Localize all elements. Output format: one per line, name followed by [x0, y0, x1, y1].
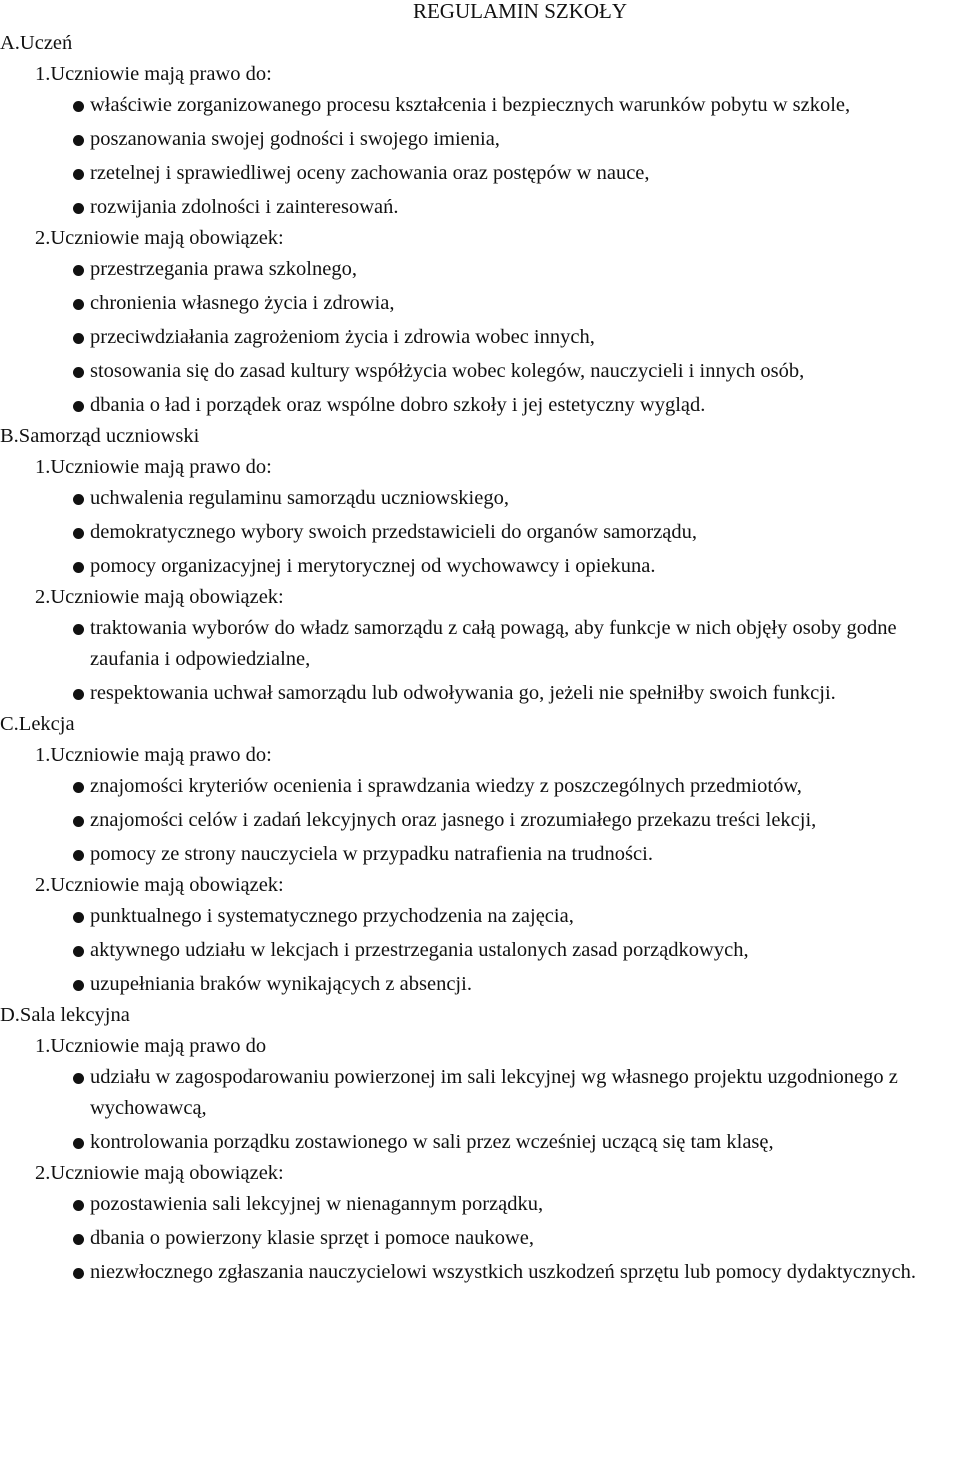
- bullet-list: [0, 483, 960, 582]
- bullet-dot-icon: [73, 562, 84, 573]
- list-item: [0, 969, 960, 1000]
- bullet-dot-icon: [73, 101, 84, 112]
- list-item-text: chronienia własnego życia i zdrowia,: [90, 292, 395, 314]
- list-item-text: przestrzegania prawa szkolnego,: [90, 258, 357, 280]
- list-item: [0, 935, 960, 966]
- list-item: [0, 322, 960, 353]
- list-item-text: demokratycznego wybory swoich przedstawicieli do organów samorządu,: [90, 521, 698, 543]
- list-item-text: uzupełniania braków wynikających z absencji.: [90, 973, 472, 995]
- list-item: [0, 678, 960, 709]
- list-item-text: znajomości kryteriów ocenienia i sprawdzania wiedzy z poszczególnych przedmiotów,: [90, 775, 802, 797]
- list-item-text: dbania o powierzony klasie sprzęt i pomoce naukowe,: [90, 1227, 535, 1249]
- subsection-heading: 2.Uczniowie mają obowiązek:: [35, 874, 284, 896]
- bullet-dot-icon: [73, 1073, 84, 1084]
- subsection-heading: 2.Uczniowie mają obowiązek:: [35, 1162, 284, 1184]
- list-item-text: dbania o ład i porządek oraz wspólne dobro szkoły i jej estetyczny wygląd.: [90, 394, 706, 416]
- list-item-text: rozwijania zdolności i zainteresowań.: [90, 196, 399, 218]
- bullet-list: [0, 901, 960, 1000]
- list-item: [0, 839, 960, 870]
- section-a: [0, 28, 960, 421]
- subsection-heading: 2.Uczniowie mają obowiązek:: [35, 227, 284, 249]
- subsection: [0, 582, 960, 709]
- bullet-dot-icon: [73, 494, 84, 505]
- bullet-dot-icon: [73, 333, 84, 344]
- list-item-text: traktowania wyborów do władz samorządu z całą powagą, aby funkcje w nich objęły osoby godne zaufania i odpowiedzialne,: [90, 617, 897, 670]
- list-item: [0, 1127, 960, 1158]
- subsection: [0, 1031, 960, 1158]
- list-item: [0, 158, 960, 189]
- list-item: [0, 483, 960, 514]
- section-heading: D.Sala lekcyjna: [0, 1004, 130, 1026]
- list-item: [0, 551, 960, 582]
- subsection: [0, 223, 960, 421]
- list-item-text: przeciwdziałania zagrożeniom życia i zdrowia wobec innych,: [90, 326, 595, 348]
- bullet-dot-icon: [73, 782, 84, 793]
- list-item: [0, 517, 960, 548]
- bullet-dot-icon: [73, 912, 84, 923]
- bullet-dot-icon: [73, 203, 84, 214]
- list-item-text: stosowania się do zasad kultury współżycia wobec kolegów, nauczycieli i innych osób,: [90, 360, 805, 382]
- list-item: [0, 192, 960, 223]
- bullet-dot-icon: [73, 1234, 84, 1245]
- bullet-list: [0, 254, 960, 421]
- list-item: [0, 901, 960, 932]
- bullet-dot-icon: [73, 980, 84, 991]
- bullet-list: [0, 771, 960, 870]
- list-item: [0, 1223, 960, 1254]
- section-heading: A.Uczeń: [0, 32, 73, 54]
- list-item-text: udziału w zagospodarowaniu powierzonej im sali lekcyjnej wg własnego projektu uzgodnionego z wychowawcą,: [90, 1066, 898, 1119]
- section-b: [0, 421, 960, 709]
- bullet-dot-icon: [73, 265, 84, 276]
- bullet-dot-icon: [73, 135, 84, 146]
- list-item-text: kontrolowania porządku zostawionego w sali przez wcześniej uczącą się tam klasę,: [90, 1131, 774, 1153]
- bullet-dot-icon: [73, 689, 84, 700]
- list-item-text: respektowania uchwał samorządu lub odwoływania go, jeżeli nie spełniłby swoich funkcji.: [90, 682, 836, 704]
- section-heading: B.Samorząd uczniowski: [0, 425, 200, 447]
- list-item-text: niezwłocznego zgłaszania nauczycielowi wszystkich uszkodzeń sprzętu lub pomocy dydaktycznych.: [90, 1261, 916, 1283]
- bullet-dot-icon: [73, 1268, 84, 1279]
- bullet-dot-icon: [73, 1200, 84, 1211]
- subsection: [0, 59, 960, 223]
- bullet-dot-icon: [73, 169, 84, 180]
- bullet-dot-icon: [73, 401, 84, 412]
- list-item: [0, 288, 960, 319]
- subsection-heading: 1.Uczniowie mają prawo do:: [35, 744, 272, 766]
- list-item: [0, 90, 960, 121]
- sections-container: [0, 28, 960, 1288]
- section-d: [0, 1000, 960, 1288]
- bullet-list: [0, 1062, 960, 1158]
- bullet-list: [0, 90, 960, 223]
- bullet-dot-icon: [73, 528, 84, 539]
- list-item: [0, 254, 960, 285]
- bullet-dot-icon: [73, 1138, 84, 1149]
- list-item: [0, 771, 960, 802]
- subsection: [0, 870, 960, 1000]
- section-heading: C.Lekcja: [0, 713, 75, 735]
- document-title: REGULAMIN SZKOŁY: [412, 0, 628, 23]
- subsection: [0, 452, 960, 582]
- list-item: [0, 1189, 960, 1220]
- subsection-heading: 1.Uczniowie mają prawo do:: [35, 456, 272, 478]
- list-item-text: znajomości celów i zadań lekcyjnych oraz jasnego i zrozumiałego przekazu treści lekcji,: [90, 809, 817, 831]
- list-item: [0, 124, 960, 155]
- bullet-list: [0, 613, 960, 709]
- bullet-dot-icon: [73, 299, 84, 310]
- list-item-text: rzetelnej i sprawiedliwej oceny zachowania oraz postępów w nauce,: [90, 162, 650, 184]
- list-item: [0, 356, 960, 387]
- list-item-text: aktywnego udziału w lekcjach i przestrzegania ustalonych zasad porządkowych,: [90, 939, 749, 961]
- list-item: [0, 390, 960, 421]
- list-item: [0, 805, 960, 836]
- list-item-text: pozostawienia sali lekcyjnej w nienagannym porządku,: [90, 1193, 544, 1215]
- bullet-dot-icon: [73, 816, 84, 827]
- section-c: [0, 709, 960, 1000]
- bullet-dot-icon: [73, 624, 84, 635]
- bullet-dot-icon: [73, 367, 84, 378]
- subsection: [0, 740, 960, 870]
- list-item-text: pomocy organizacyjnej i merytorycznej od wychowawcy i opiekuna.: [90, 555, 656, 577]
- subsection: [0, 1158, 960, 1288]
- list-item-text: właściwie zorganizowanego procesu kształcenia i bezpiecznych warunków pobytu w szkole,: [90, 94, 851, 116]
- subsection-heading: 1.Uczniowie mają prawo do: [35, 1035, 267, 1057]
- list-item: [0, 1257, 960, 1288]
- bullet-list: [0, 1189, 960, 1288]
- list-item-text: poszanowania swojej godności i swojego imienia,: [90, 128, 500, 150]
- list-item: [0, 613, 960, 675]
- bullet-dot-icon: [73, 850, 84, 861]
- list-item-text: pomocy ze strony nauczyciela w przypadku natrafienia na trudności.: [90, 843, 653, 865]
- list-item: [0, 1062, 960, 1124]
- list-item-text: uchwalenia regulaminu samorządu uczniowskiego,: [90, 487, 509, 509]
- subsection-heading: 1.Uczniowie mają prawo do:: [35, 63, 272, 85]
- bullet-dot-icon: [73, 946, 84, 957]
- list-item-text: punktualnego i systematycznego przychodzenia na zajęcia,: [90, 905, 574, 927]
- subsection-heading: 2.Uczniowie mają obowiązek:: [35, 586, 284, 608]
